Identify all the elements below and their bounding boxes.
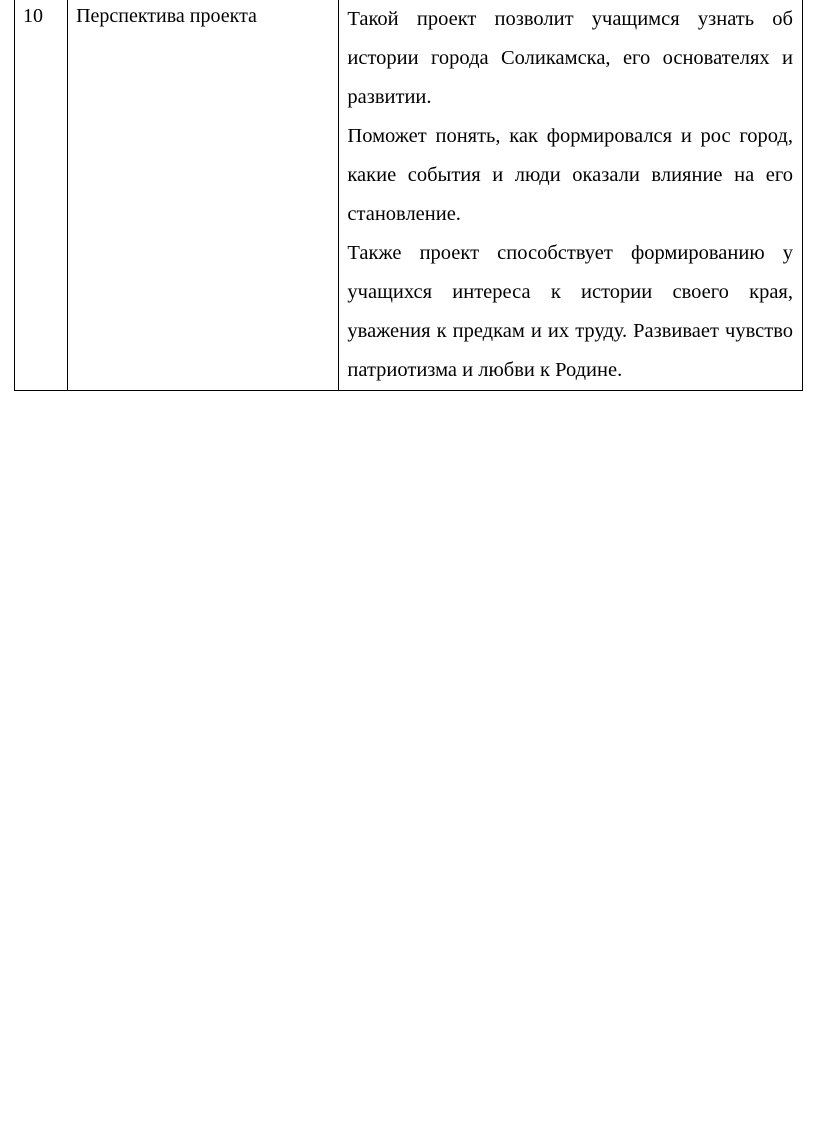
description-paragraph: Такой проект позволит учащимся узнать об истории города Соликамска, его основателях и развитии.	[347, 8, 793, 108]
description-paragraph: Поможет понять, как формировался и рос город, какие события и люди оказали влияние на его становление.	[347, 125, 793, 225]
row-description-cell	[339, 0, 803, 391]
description-paragraph: Также проект способствует формированию у учащихся интереса к истории своего края, уважения к предкам и их труду. Развивает чувство патриотизма и любви к Родине.	[347, 242, 793, 381]
row-number: 10	[23, 5, 43, 27]
row-label: Перспектива проекта	[76, 5, 257, 27]
document-table	[14, 0, 803, 391]
row-number-cell	[15, 0, 68, 391]
table-row	[15, 0, 803, 391]
row-label-cell	[68, 0, 339, 391]
